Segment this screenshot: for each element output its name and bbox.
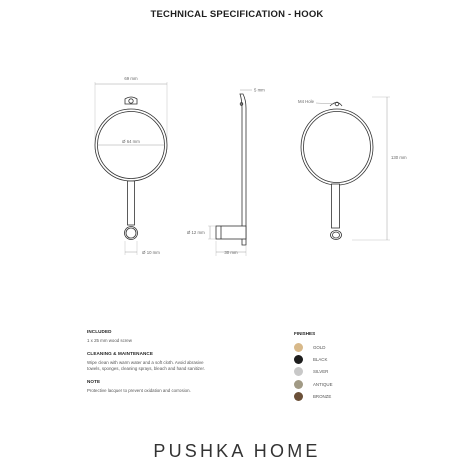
finish-label: BRONZE [313,393,332,399]
height-label: 130 mm [391,155,407,160]
width-label: 69 mm [124,76,138,81]
cleaning-text-line1: Wipe clean with warm water and a soft cloth. Avoid abrasive [87,360,204,365]
finish-item [294,341,333,353]
finish-item [294,353,333,365]
angled-view [301,97,390,240]
finish-item [294,366,333,378]
cleaning-section [87,351,267,372]
cleaning-text-line2: towels, sponges, cleaning sprays, bleach and hand sanitizer. [87,366,205,371]
finish-swatch [294,392,303,401]
finish-label: SILVER [313,369,329,375]
brand-logo: PUSHKA HOME [153,441,321,461]
m4-hole-label: M4 Hole [298,99,315,104]
finishes-section [294,331,333,402]
included-text: 1 x 25 mm wood screw [87,338,132,343]
finish-swatch [294,355,303,364]
included-section [87,329,267,344]
finish-label: ANTIQUE [313,381,333,387]
bar-diameter-label: Ø 12 mm [187,230,205,235]
finish-item [294,390,333,402]
knob-diameter-label: Ø 10 mm [142,250,160,255]
note-section [87,379,267,394]
finish-label: GOLD [313,344,326,350]
plate-thickness-label: 5 mm [254,87,265,93]
projection-label: 30 mm [224,250,238,255]
finish-label: BLACK [313,356,328,362]
inner-diameter-label: Ø 64 mm [122,139,140,144]
front-view [95,82,167,255]
page-title: TECHNICAL SPECIFICATION - HOOK [150,9,324,20]
note-text: Protective lacquer to prevent oxidation and corrosion. [87,388,191,393]
finish-swatch [294,367,303,376]
finish-swatch [294,343,303,352]
finish-item [294,378,333,390]
finishes-heading: FINISHES [294,331,316,336]
side-view [208,90,252,256]
note-heading: NOTE [87,379,101,384]
finish-swatch [294,380,303,389]
cleaning-heading: CLEANING & MAINTENANCE [87,351,154,356]
info-section [87,329,267,401]
included-heading: INCLUDED [87,329,112,334]
